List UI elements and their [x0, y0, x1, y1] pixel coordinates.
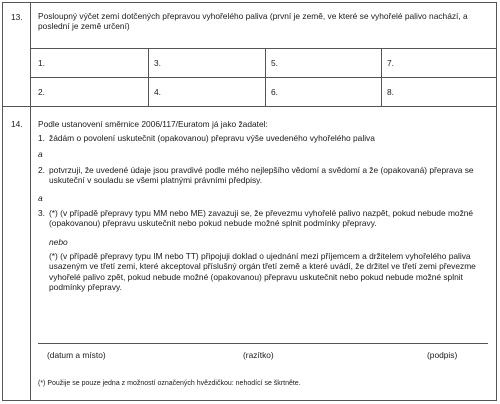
footnote: (*) Použije se pouze jedna z možností označených hvězdičkou: nehodící se škrtněte.: [38, 380, 301, 387]
item-number: 2.: [38, 165, 45, 175]
table-middle-line: [30, 77, 496, 78]
conjunction-a: a: [38, 193, 43, 203]
country-cell-3[interactable]: 3.: [154, 58, 161, 68]
form-frame: [2, 2, 497, 401]
stamp-label: (razítko): [243, 350, 274, 360]
section-13-title: Posloupný výčet zemí dotčených přepravou vyhořelého paliva (první je země, ve které se vyhořelé palivo nachází, a poslední je země určení): [38, 11, 468, 32]
item-number: 3.: [38, 208, 45, 218]
declaration-item-3b: (*) (v případě přepravy typu IM nebo TT) připojuji doklad o ujednání mezi příjemcem a držitelem vyhořelého paliva usazeným ve třetí zemi, které akceptoval příslušný orgán třetí země a které uvádí, že držitel ve třetí zemi převezme vyhořelé palivo zpět, pokud nebude možné (opakovanou) přepravu uskutečnit nebo pokud nebude možné splnit podmínky přepravy.: [49, 251, 476, 292]
number-column-divider: [30, 3, 31, 400]
country-cell-1[interactable]: 1.: [38, 58, 45, 68]
country-cell-8[interactable]: 8.: [387, 87, 394, 97]
table-top-line: [30, 48, 496, 49]
section-separator: [3, 106, 496, 107]
section-14-intro: Podle ustanovení směrnice 2006/117/Euratom já jako žadatel:: [38, 119, 268, 129]
item-text: žádám o povolení uskutečnit (opakovanou) přepravu výše uvedeného vyhořelého paliva: [49, 133, 375, 143]
section-14-number: 14.: [11, 119, 23, 129]
signature-line: [38, 343, 488, 344]
table-col-divider: [381, 48, 382, 106]
item-text: (*) (v případě přepravy typu MM nebo ME) zavazuji se, že převezmu vyhořelé palivo nazpět, pokud nebude možné (opakovanou) přepravu uskutečnit nebo pokud nebude možné splnit podmínky přepravy.: [49, 208, 474, 229]
table-col-divider: [265, 48, 266, 106]
table-col-divider: [148, 48, 149, 106]
item-number: 1.: [38, 133, 45, 143]
country-cell-7[interactable]: 7.: [387, 58, 394, 68]
section-13-number: 13.: [11, 12, 23, 22]
country-cell-4[interactable]: 4.: [154, 87, 161, 97]
country-cell-5[interactable]: 5.: [271, 58, 278, 68]
country-cell-2[interactable]: 2.: [38, 87, 45, 97]
conjunction-a: a: [38, 149, 43, 159]
signature-label: (podpis): [427, 350, 458, 360]
country-cell-6[interactable]: 6.: [271, 87, 278, 97]
date-place-label: (datum a místo): [47, 350, 106, 360]
item-text: potvrzuji, že uvedené údaje jsou pravdivé podle mého nejlepšího vědomí a svědomí a že (opakovaná) přeprava se uskuteční v souladu se všemi platnými právními předpisy.: [49, 165, 474, 186]
conjunction-nebo: nebo: [49, 237, 68, 247]
